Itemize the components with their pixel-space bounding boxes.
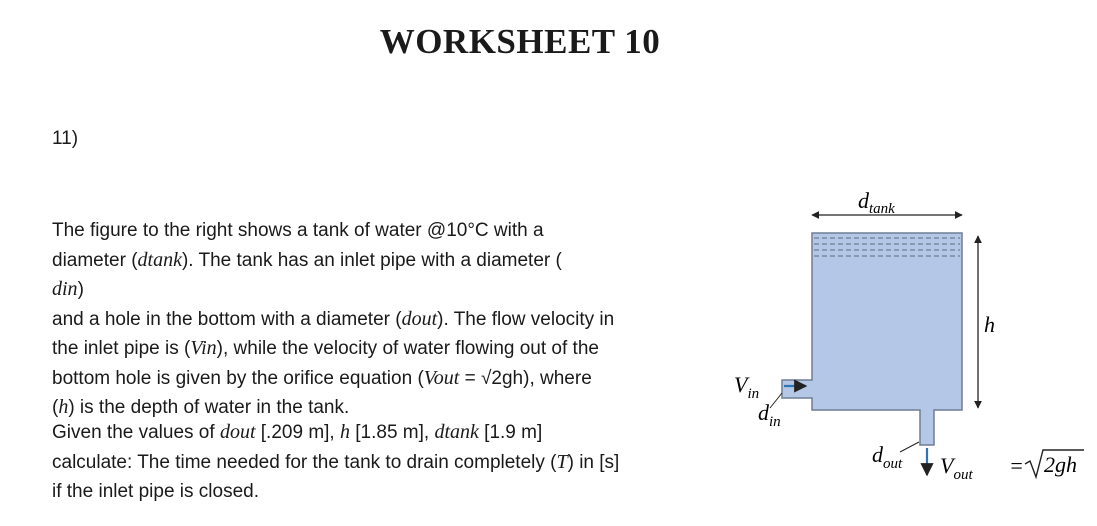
task-line [52, 418, 732, 448]
dout-leader-line [900, 442, 919, 452]
problem-task [52, 418, 732, 507]
math-variable: h [58, 396, 69, 418]
description-line [52, 334, 732, 364]
description-line [52, 246, 732, 276]
math-variable: dtank [137, 248, 182, 271]
text-segment: if the inlet pipe is closed. [52, 481, 260, 502]
text-segment: = √2gh), where [459, 367, 592, 389]
task-line [52, 448, 732, 478]
text-segment: ). The tank has an inlet pipe with a diameter ( [181, 249, 562, 271]
text-segment: ) [77, 279, 84, 300]
description-line [52, 364, 732, 394]
description-line [52, 305, 732, 335]
text-segment: calculate: The time needed for the tank to drain completely ( [52, 451, 557, 473]
text-segment: [1.9 m] [478, 422, 543, 443]
math-variable: Vout [423, 366, 460, 389]
text-segment: The figure to the right shows a tank of water @10°C with a [52, 220, 544, 241]
math-variable: T [556, 450, 568, 473]
problem-description [52, 216, 732, 423]
text-segment: ( [52, 397, 59, 418]
math-variable: dout [401, 307, 438, 330]
description-line [52, 216, 732, 246]
dtank-label: $d_{tank}$ [858, 188, 895, 217]
math-variable: din [52, 278, 78, 300]
h-label: h [984, 312, 995, 337]
tank-water [782, 233, 962, 445]
text-segment: [.209 m], [255, 422, 340, 443]
text-segment: ) is the depth of water in the tank. [68, 397, 350, 418]
vin-label: $V_{in}$ [734, 372, 760, 402]
din-leader-line [770, 393, 782, 408]
vout-label: $V_{out}$ [940, 453, 973, 483]
question-number: 11) [52, 128, 79, 149]
equation-radicand: 2gh [1044, 452, 1077, 477]
text-segment: [1.85 m], [349, 422, 435, 443]
worksheet-title: WORKSHEET 10 [379, 22, 661, 61]
math-variable: dout [219, 421, 256, 443]
description-line [52, 275, 732, 305]
din-label: $d_{in}$ [758, 400, 781, 430]
text-segment: ), while the velocity of water flowing out of the [216, 338, 599, 359]
dout-label: $d_{out}$ [872, 442, 903, 472]
text-segment: ). The flow velocity in [437, 308, 615, 330]
equals-sign: = [1009, 453, 1024, 478]
math-variable: dtank [434, 421, 479, 443]
math-variable: h [339, 421, 350, 443]
text-segment: the inlet pipe is ( [52, 338, 191, 359]
text-segment: bottom hole is given by the orifice equation ( [52, 367, 424, 389]
text-segment: and a hole in the bottom with a diameter ( [52, 308, 402, 330]
math-variable: Vin [190, 337, 217, 359]
text-segment: diameter ( [52, 249, 138, 271]
task-line [52, 477, 732, 507]
text-segment: ) in [s] [567, 451, 620, 473]
text-segment: Given the values of [52, 422, 220, 443]
tank-diagram [722, 180, 1092, 520]
